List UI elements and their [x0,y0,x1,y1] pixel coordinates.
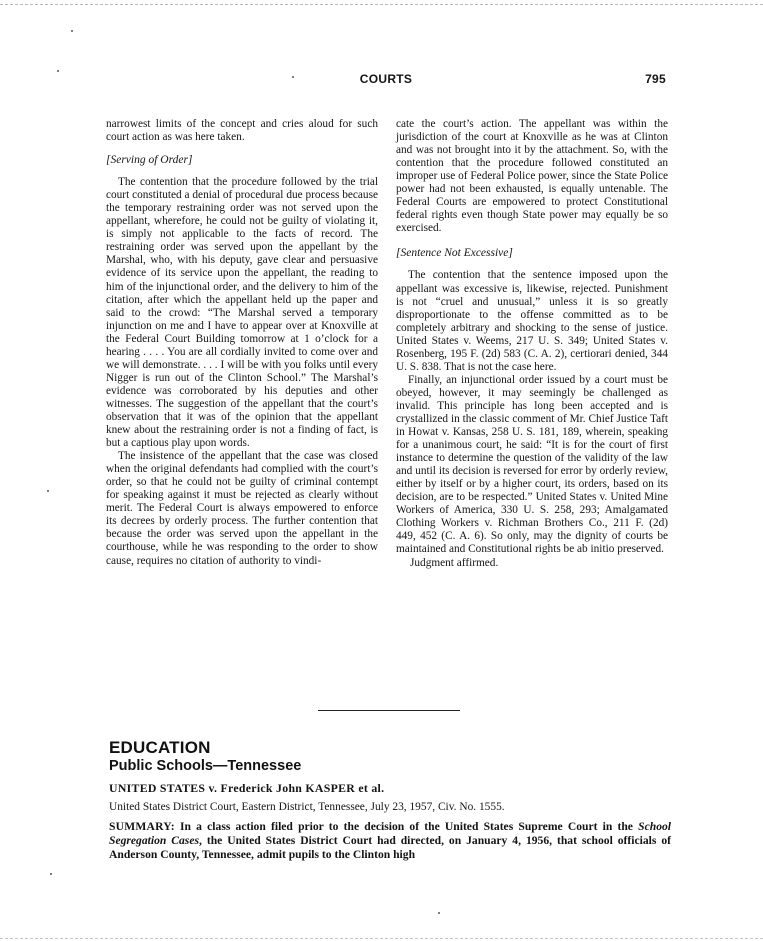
running-head-title: COURTS [359,72,413,86]
subheading-serving-of-order: [Serving of Order] [106,154,193,167]
scan-edge-top [0,4,763,5]
left-column [106,118,378,568]
summary-text-continued: , the United States District Court had directed, on January 4, 1956, that school officials of Anderson County, Tennessee, admit pupils to the Clinton high [109,834,671,862]
continued-paragraph: cate the court’s action. The appellant was within the jurisdiction of the court at Knoxville as he was at Clinton and was not brought into it by the attachment. So, with the contention that the procedure followed constituted an improper use of Federal Police power, since the State Police power had not been exhausted, is equally untenable. The Federal Courts are empowered to protect Constitutional federal rights even though State power may equally be so exercised. [396,118,668,235]
summary-case-name: School Segregation Cases [109,820,672,848]
scan-speck [57,70,59,72]
page-number: 795 [645,72,666,86]
summary-label: SUMMARY: [109,820,175,833]
body-paragraph: Finally, an injunctional order issued by a court must be obeyed, however, it may seemingly be challenged as invalid. This principle has long been accepted and is crystallized in the classic comment of Mr. Chief Justice Taft in Howat v. Kansas, 258 U. S. 181, 189, wherein, speaking for a unanimous court, he said: “It is for the court of first instance to determine the question of the validity of the law and until its decision is reversed for error by orderly review, either by itself or by a higher court, its orders, based on its decision, are to be respected.” United States v. United Mine Workers of America, 330 U. S. 258, 293; Amalgamated Clothing Workers v. Richman Brothers Co., 211 F. (2d) 449, 452 (C. A. 6). So only, may the dignity of courts be maintained and Constitutional rights be ab initio preserved. [396,373,668,556]
judgment-line: Judgment affirmed. [410,556,499,569]
scan-speck [50,873,52,875]
body-paragraph: The contention that the sentence imposed upon the appellant was excessive is, likewise, rejected. Punishment is not “cruel and unusual,” unless it is so greatly disproportionate to the offense committed as to be completely arbitrary and shocking to the sense of justice. United States v. Weems, 217 U. S. 349; United States v. Rosenberg, 195 F. (2d) 583 (C. A. 2), certiorari denied, 344 U. S. 838. That is not the case here. [396,269,668,373]
scan-speck [47,490,49,492]
scan-edge-bottom [0,938,763,939]
section-heading [109,738,301,775]
section-category: EDUCATION [109,738,211,757]
running-head [106,72,666,88]
continued-paragraph: narrowest limits of the concept and cries aloud for such court action as was here taken. [106,118,378,144]
case-summary [109,820,671,863]
scan-speck [71,30,73,32]
body-paragraph: The insistence of the appellant that the case was closed when the original defendants had complied with the court’s order, so that he could not be guilty of criminal contempt for speaking against it must be rejected as clearly without merit. The Federal Court is always empowered to enforce its decrees by orderly process. The further contention that because the order was served upon the appellant in the courthouse, while he was responding to the order to show cause, requires no citation of authority to vindi- [106,450,378,567]
court-citation-line: United States District Court, Eastern District, Tennessee, July 23, 1957, Civ. No. 1555. [109,801,505,813]
body-paragraph: The contention that the procedure followed by the trial court constituted a denial of procedural due process because the temporary restraining order was not served upon the appellant, wherefore, he could not be guilty of violating it, is simply not applicable to the facts of record. The restraining order was served upon the appellant by the Marshal, who, with his deputy, gave clear and persuasive evidence of its service upon the appellant, the reading to him of the injunctional order, and the delivery to him of the citation, after which the appellant held up the paper and said to the crowd: “The Marshal served a temporary injunction on me and I have to appear over at Knoxville at the Federal Court Building tomorrow at 1 o’clock for a hearing . . . . You are all cordially invited to come over and we will demonstrate. . . . I will be with you folks until every Nigger is run out of the Clinton School.” The Marshal’s evidence was corroborated by his deputies and other witnesses. The suggestion of the appellant that the court’s observation that it was of the opinion that the appellant knew about the restraining order is not a finding of fact, is but a captious play upon words. [106,176,378,450]
case-title: UNITED STATES v. Frederick John KASPER et al. [109,781,385,795]
section-subcategory: Public Schools—Tennessee [109,758,302,774]
summary-text: In a class action filed prior to the decision of the United States Supreme Court in the [180,820,633,833]
subheading-sentence-not-excessive: [Sentence Not Excessive] [396,247,513,260]
section-divider-rule [318,710,460,711]
right-column [396,118,668,570]
scan-speck [438,912,440,914]
